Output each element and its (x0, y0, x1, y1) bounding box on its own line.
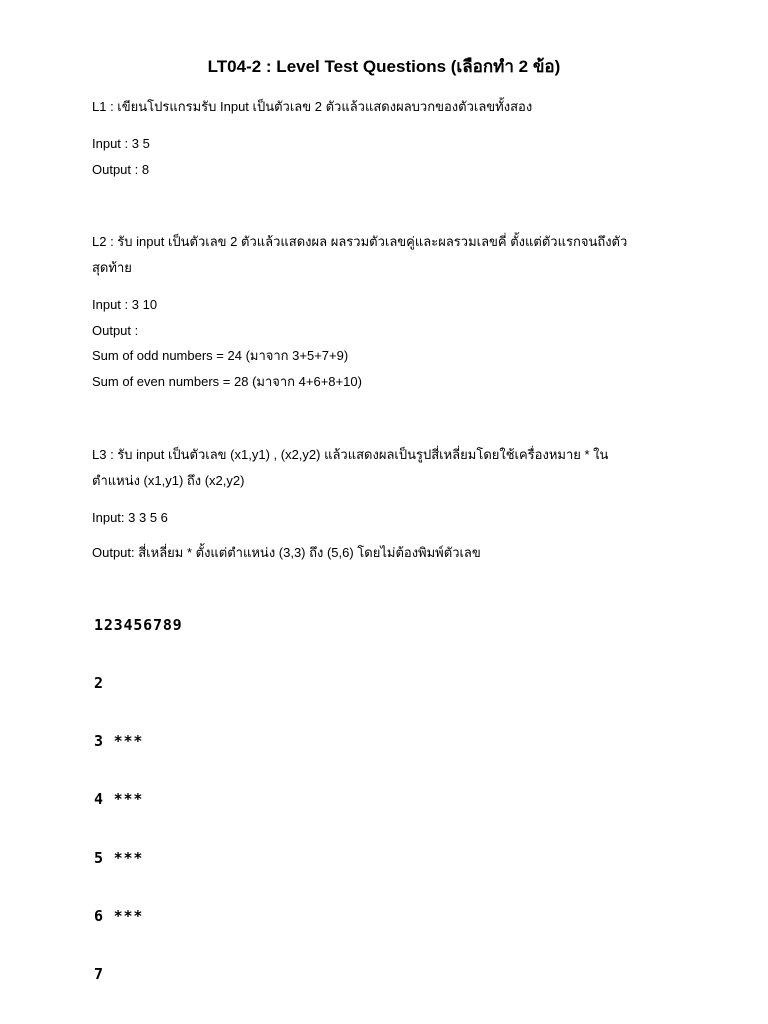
page-title: LT04-2 : Level Test Questions (เลือกทำ 2 ข้อ) (207, 57, 561, 76)
l2-input: Input : 3 10 (92, 297, 158, 312)
console-row: 4 *** (94, 790, 144, 809)
l2-output-odd: Sum of odd numbers = 24 (มาจาก 3+5+7+9) (92, 348, 349, 363)
l2-output-even: Sum of even numbers = 28 (มาจาก 4+6+8+10) (92, 374, 362, 389)
l1-output: Output : 8 (92, 162, 150, 177)
console-row: 6 *** (94, 906, 144, 925)
l3-input: Input: 3 3 5 6 (92, 510, 168, 525)
l3-output: Output: สี่เหลี่ยม * ตั้งแต่ตำแหน่ง (3,3) ถึง (5,6) โดยไม่ต้องพิมพ์ตัวเลข (92, 545, 481, 560)
console-row: 7 (94, 965, 104, 984)
l2-question-line1: L2 : รับ input เป็นตัวเลข 2 ตัวแล้วแสดงผล ผลรวมตัวเลขคู่และผลรวมเลขคี่ ตั้งแต่ตัวแรกจนถึงตัว (92, 234, 628, 249)
console-row: 3 *** (94, 732, 144, 751)
console-row: 2 (94, 674, 104, 693)
l1-question: L1 : เขียนโปรแกรมรับ Input เป็นตัวเลข 2 ตัวแล้วแสดงผลบวกของตัวเลขทั้งสอง (92, 99, 533, 114)
l3-question-line1: L3 : รับ input เป็นตัวเลข (x1,y1) , (x2,y2) แล้วแสดงผลเป็นรูปสี่เหลี่ยมโดยใช้เครื่องหมาย * ใน (92, 447, 609, 462)
l1-input: Input : 3 5 (92, 136, 150, 151)
l2-output-label: Output : (92, 323, 139, 338)
console-row: 123456789 (94, 615, 183, 634)
l2-question-line2: สุดท้าย (92, 260, 132, 275)
l3-question-line2: ตำแหน่ง (x1,y1) ถึง (x2,y2) (92, 473, 245, 488)
console-row: 5 *** (94, 848, 144, 867)
l3-console-output (94, 577, 182, 1023)
